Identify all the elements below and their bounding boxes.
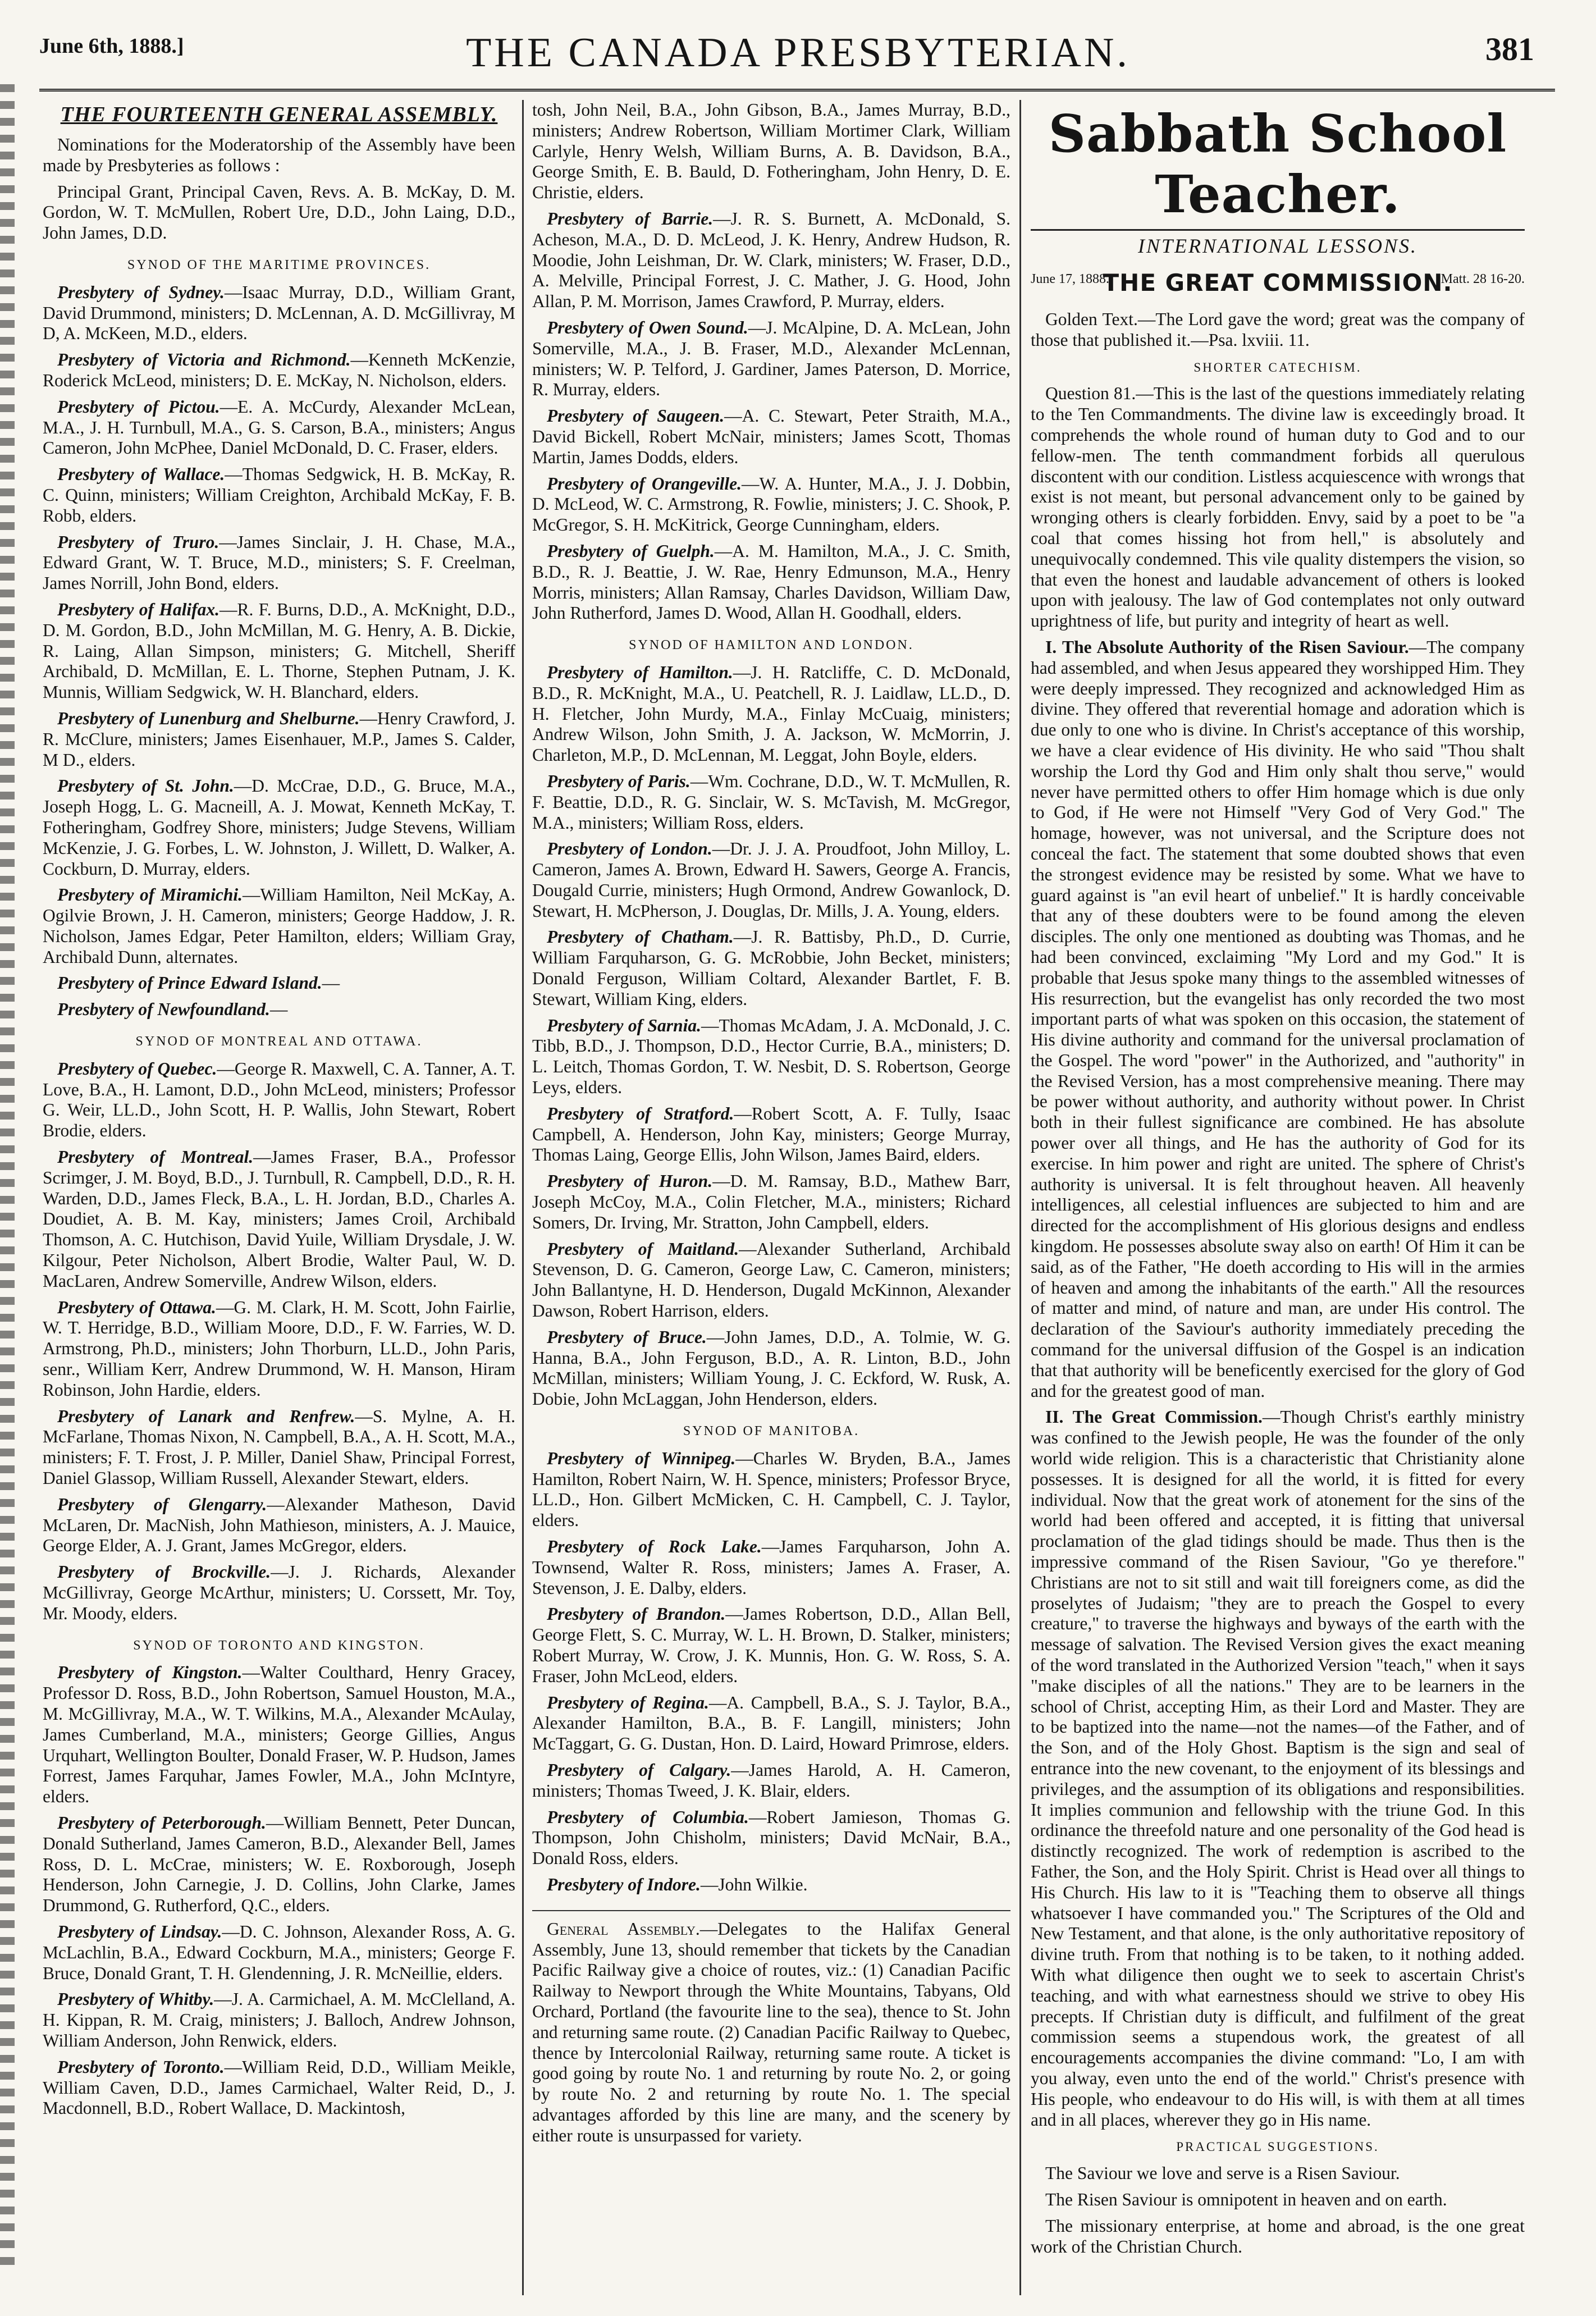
point-two-heading: II. The Great Commission. <box>1045 1407 1263 1427</box>
synod-heading: SYNOD OF TORONTO AND KINGSTON. <box>133 1638 425 1653</box>
point-one <box>1031 637 1525 1401</box>
lesson-reference: Matt. 28 16-20. <box>1440 272 1525 286</box>
presbytery-name: Presbytery of Stratford. <box>547 1103 734 1123</box>
delegate-list: —Henry Crawford, J. R. McClure, ministers; James Eisenhauer, M.P., James S. Calder, M D., elders. <box>43 708 515 770</box>
presbytery-entry <box>532 1807 1010 1869</box>
delegate-list: —D. C. Johnson, Alexander Ross, A. G. McLachlin, B.A., Edward Cockburn, M.A., ministers; George F. Bruce, Donald Grant, T. H. Glendenning, J. R. McNeillie, elders. <box>43 1921 515 1983</box>
presbytery-name: Presbytery of Kingston. <box>57 1662 243 1683</box>
presbytery-entry <box>532 927 1010 1009</box>
presbytery-name: Presbytery of Truro. <box>57 532 219 552</box>
practical-item: The missionary enterprise, at home and abroad, is the one great work of the Christian Church. <box>1031 2215 1525 2256</box>
presbytery-name: Presbytery of Bruce. <box>547 1327 707 1347</box>
presbytery-entry <box>532 541 1010 624</box>
presbytery-name: Presbytery of Newfoundland. <box>57 999 270 1020</box>
presbytery-entry <box>532 1239 1010 1322</box>
presbytery-name: Presbytery of Winnipeg. <box>547 1448 736 1468</box>
presbytery-entry <box>43 350 515 391</box>
delegate-list: —William Hamilton, Neil McKay, A. Ogilvie Brown, J. H. Cameron, ministers; George Haddow, J. R. Nicholson, James Edgar, Peter Hamilton, elders; William Gray, Archibald Dunn, alternates. <box>43 885 515 967</box>
presbytery-name: Presbytery of Pictou. <box>57 396 220 417</box>
presbytery-entry <box>43 1989 515 2051</box>
lessons-subtitle: INTERNATIONAL LESSONS. <box>1137 235 1418 257</box>
delegate-list: —Robert Jamieson, Thomas G. Thompson, John Chisholm, ministers; David McNair, B.A., Donald Ross, elders. <box>532 1807 1010 1869</box>
notice-lead: General Assembly. <box>547 1918 700 1939</box>
synod-heading: SYNOD OF THE MARITIME PROVINCES. <box>127 257 431 272</box>
page-number: 381 <box>1485 31 1534 67</box>
presbytery-name: Presbytery of Rock Lake. <box>547 1537 762 1556</box>
point-two <box>1031 1407 1525 2130</box>
notice-rule <box>532 1910 1010 1911</box>
synod-heading: SYNOD OF HAMILTON AND LONDON. <box>629 638 914 653</box>
golden-text: Golden Text.—The Lord gave the word; great was the company of those that published it.—Psa. lxviii. 11. <box>1031 309 1525 350</box>
presbytery-name: Presbytery of Sydney. <box>57 282 225 302</box>
catechism-text: Question 81.—This is the last of the questions immediately relating to the Ten Commandments. The divine law is exceedingly broad. It comprehends the whole round of human duty to God and to our fellow-men. The tenth commandment forbids all querulous discontent with our condition. Listless acquiescence with wrongs that exist is not meant, but personal advancement only to be gained by wronging others is clearly forbidden. Envy, said by a poet to be "a coal that comes hissing hot from hell," is absolutely and unequivocally condemned. This vile quality distempers the vision, so that even the honest and laudable advancement of others is looked upon with jealousy. The law of God contemplates not only outward uprightness of life, but purity and integrity of heart as well. <box>1031 383 1525 631</box>
delegate-list: —John Wilkie. <box>700 1874 808 1894</box>
delegate-list: —William Reid, D.D., William Meikle, William Caven, D.D., James Carmichael, Walter Reid, D., J. Macdonnell, B.D., Robert Wallace, D. Mackintosh, <box>43 2057 515 2118</box>
sabbath-school-masthead: Sabbath School Teacher. <box>1048 103 1507 225</box>
presbytery-list <box>43 1662 515 2119</box>
delegate-list: —A. C. Stewart, Peter Straith, M.A., David Bickell, Robert McNair, ministers; James Scott, Thomas Martin, James Dodds, elders. <box>532 406 1010 467</box>
presbytery-entry <box>43 1813 515 1916</box>
delegate-list: —Thomas McAdam, J. A. McDonald, J. C. Tibb, B.D., J. Thompson, D.D., Hector Currie, B.A., ministers; D. L. Leitch, Thomas Gordon, T. W. Nesbit, D. S. Robertson, George Leys, elders. <box>532 1015 1010 1098</box>
presbytery-name: Presbytery of Columbia. <box>547 1807 749 1827</box>
notice-text: —Delegates to the Halifax General Assembly, June 13, should remember that tickets by the Canadian Pacific Railway give a choice of routes, viz.: (1) Canadian Pacific Railway to Newport through the White Mountains, Tabyans, Old Orchard, Portland (the favourite line to the sea), thence to St. John and returning same route. (2) Canadian Pacific Railway to Quebec, thence by Intercolonial Railway, returning same route. A ticket is good going by route No. 1 and returning by route No. 2, or going by route No. 2 and returning by route No. 1. The special advantages afforded by this line are many, and the scenery by either route is unsurpassed for variety. <box>532 1918 1010 2145</box>
presbytery-name: Presbytery of Whitby. <box>57 1989 214 2009</box>
delegate-list: —A. Campbell, B.A., S. J. Taylor, B.A., Alexander Hamilton, B.A., B. F. Langill, ministers; John McTaggart, G. G. Dustan, Hon. D. Laird, Howard Primrose, elders. <box>532 1692 1010 1754</box>
presbytery-entry <box>532 1760 1010 1802</box>
practical-item: The Risen Saviour is omnipotent in heaven and on earth. <box>1045 2189 1447 2209</box>
delegate-list: —J. R. Battisby, Ph.D., D. Currie, William Farquharson, G. G. McRobbie, John Becket, ministers; Donald Ferguson, William Coltard, Alexander Bartlet, F. B. Stewart, William King, elders. <box>532 927 1010 1009</box>
presbytery-entry <box>43 1922 515 1984</box>
presbytery-name: Presbytery of Toronto. <box>57 2057 225 2077</box>
presbytery-name: Presbytery of Wallace. <box>57 464 225 485</box>
delegate-list: —J. J. Richards, Alexander McGillivray, George McArthur, ministers; U. Corssett, Mr. Toy, Mr. Moody, elders. <box>43 1562 515 1623</box>
assembly-intro: Nominations for the Moderatorship of the Assembly have been made by Presbyteries as follows : <box>43 135 515 175</box>
presbytery-entry <box>43 1495 515 1556</box>
presbytery-entry <box>532 1016 1010 1098</box>
presbytery-name: Presbytery of Lunenburg and Shelburne. <box>57 708 360 728</box>
delegate-list: —Alexander Sutherland, Archibald Stevenson, D. G. Cameron, George Law, C. Cameron, ministers; John Ballantyne, H. D. Henderson, Dugald McKinnon, Alexander Dawson, Robert Harrison, elders. <box>532 1239 1010 1321</box>
delegate-list: —R. F. Burns, D.D., A. McKnight, D.D., D. M. Gordon, B.D., John McMillan, M. G. Henry, A. B. Dickie, R. Laing, Allan Simpson, ministers; G. Mitchell, Sheriff Archibald, D. McMillan, E. L. Thorne, Stephen Putnam, J. K. Munnis, William Sedgwick, W. H. Blanchard, elders. <box>43 599 515 702</box>
delegate-list: —James Robertson, D.D., Allan Bell, George Flett, S. C. Murray, W. L. H. Brown, D. Stalker, ministers; Robert Murray, W. Crow, J. K. Munnis, Hon. G. W. Ross, S. A. Fraser, John McLeod, elders. <box>532 1604 1010 1686</box>
presbytery-entry <box>43 973 515 994</box>
presbytery-entry <box>43 885 515 967</box>
delegate-list: —D. McCrae, D.D., G. Bruce, M.A., Joseph Hogg, L. G. Macneill, A. J. Mowat, Kenneth McKay, T. Fotheringham, Godfrey Shore, ministers; Judge Stevens, William McKenzie, J. G. Forbes, L. W. Johnston, J. Willett, D. Walker, A. Cockburn, D. Murray, elders. <box>43 776 515 879</box>
presbytery-name: Presbytery of Lindsay. <box>57 1921 222 1942</box>
presbytery-name: Presbytery of Indore. <box>547 1874 701 1894</box>
presbytery-list <box>532 209 1010 624</box>
column-three <box>1031 100 1525 2301</box>
presbytery-name: Presbytery of Saugeen. <box>547 406 725 426</box>
lesson-title: THE GREAT COMMISSION. <box>1103 269 1453 296</box>
presbytery-entry <box>43 1662 515 1807</box>
presbytery-name: Presbytery of Miramichi. <box>57 885 243 905</box>
presbytery-entry <box>532 1693 1010 1755</box>
delegate-list: —A. M. Hamilton, M.A., J. C. Smith, B.D., R. J. Beattie, J. W. Rae, Henry Edmunson, M.A., Henry Morris, ministers; Allan Ramsay, Charles Davidson, William Daw, John Rutherford, James D. Wood, Allan H. Goodhall, elders. <box>532 541 1010 623</box>
presbytery-entry <box>532 1171 1010 1233</box>
presbytery-entry <box>43 397 515 459</box>
presbytery-name: Presbytery of Montreal. <box>57 1147 254 1167</box>
presbytery-name: Presbytery of Calgary. <box>547 1760 731 1780</box>
delegate-list: —Walter Coulthard, Henry Gracey, Professor D. Ross, B.D., John Robertson, Samuel Houston, M.A., M. McGillivray, M.A., W. T. Wilkins, M.A., Alexander McAulay, James Cumberland, M.A., ministers; George Gillies, Angus Urquhart, Wellington Boulter, Donald Fraser, W. P. Hudson, James Forrest, James Farquhar, James Fowler, M.A., John McIntyre, elders. <box>43 1662 515 1807</box>
presbytery-entry <box>43 532 515 594</box>
point-one-text: —The company had assembled, and when Jesus appeared they worshipped Him. They were deeply impressed. They recognized and acknowledged Him as divine. They offered that reverential homage and adoration which is due only to one who is divine. In Christ's acceptance of this worship, we have a clear evidence of His divinity. He who said "Thou shalt worship the Lord thy God and Him only shalt thou serve," would never have permitted others to offer Him homage which is due only to God, if He were not Himself "Very God of Very God." The homage, however, was not universal, and the Scripture does not conceal the fact. The statement that some doubted shows that even the strongest evidence may be resisted by some. What we have to guard against is "an evil heart of unbelief." It is hardly conceivable that any of these doubters were to be found among the eleven disciples. The only one mentioned as doubting was Thomas, and he had been convinced, exclaiming "My Lord and my God." It is probable that Jesus spoke many things to the assembled witnesses of His resurrection, but the evangelist has only recorded the two most important parts of what was spoken on this occasion, the statement of His divine authority and command for the universal proclamation of the Gospel. The word "power" in the Authorized, and "authority" in the Revised Version, has a most comprehensive meaning. There may be power without authority, and authority without power. In Christ both in their fullest significance are combined. He has absolute power over all things, and He has the authority of God for its exercise. In him power and right are united. The sphere of Christ's authority is universal. It is felt throughout heaven. All heavenly intelligences, all celestial influences are subjected to him and are directed for the accomplishment of His glorious designs and endless kingdom. He possesses absolute sway also on earth! Of Him it can be said, as of the Father, "He doeth according to His will in the armies of heaven and among the inhabitants of the earth." All the resources of matter and mind, of nature and man, are under His control. The declaration of the Saviour's authority immediately preceding the command for the universal diffusion of the Gospel is an indication that that authority will be beneficently exercised for the glory of God and for the greatest good of man. <box>1031 637 1525 1401</box>
delegate-list: —J. R. S. Burnett, A. McDonald, S. Acheson, M.A., D. D. McLeod, J. K. Henry, Andrew Hudson, R. Moodie, John Leishman, Dr. W. Clark, ministers; W. Fraser, D.D., A. Melville, Principal Forrest, J. C. Mather, J. G. Hood, John Allan, P. M. Morrison, James Crawford, P. Murray, elders. <box>532 208 1010 312</box>
presbytery-entry <box>532 1537 1010 1598</box>
delegate-list: — <box>269 999 288 1020</box>
presbytery-list <box>532 1449 1010 1895</box>
delegate-list: —James Farquharson, John A. Townsend, Walter R. Ross, ministers; James A. Fraser, A. Stevenson, J. E. Dalby, elders. <box>532 1537 1010 1598</box>
point-one-heading: I. The Absolute Authority of the Risen Saviour. <box>1045 637 1409 657</box>
delegate-list: —E. A. McCurdy, Alexander McLean, M.A., J. H. Turnbull, M.A., G. S. Carson, B.A., ministers; Angus Cameron, John McPhee, Daniel McDonald, D. C. Fraser, elders. <box>43 396 515 458</box>
header-rule <box>39 89 1555 92</box>
delegate-list: —Isaac Murray, D.D., William Grant, David Drummond, ministers; D. McLennan, A. D. McGillivray, M D, A. McKeen, M.D., elders. <box>43 282 515 344</box>
presbytery-name: Presbytery of Prince Edward Island. <box>57 973 322 993</box>
delegate-list: —James Fraser, B.A., Professor Scrimger, J. M. Boyd, B.D., J. Turnbull, R. Campbell, D.D., R. H. Warden, D.D., James Fleck, B.A., L. H. Jordan, B.D., Charles A. Doudiet, A. B. M. Kay, ministers; James Croil, Archibald Thomson, A. C. Hutchison, David Yuile, William Drysdale, J. W. Kilgour, Peter Nicholson, Albert Brodie, Walter Paul, W. D. MacLaren, Andrew Somerville, Andrew Wilson, elders. <box>43 1147 515 1291</box>
presbytery-name: Presbytery of Halifax. <box>57 599 220 619</box>
delegate-list: —Charles W. Bryden, B.A., James Hamilton, Robert Nairn, W. H. Spence, ministers; Professor Bryce, LL.D., Hon. Gilbert McMicken, C. H. Campbell, C. J. Taylor, elders. <box>532 1448 1010 1531</box>
practical-item: The Saviour we love and serve is a Risen Saviour. <box>1045 2163 1400 2183</box>
presbytery-name: Presbytery of Owen Sound. <box>547 317 748 337</box>
delegate-list: —Robert Scott, A. F. Tully, Isaac Campbell, A. Henderson, John Kay, ministers; George Murray, Thomas Laing, George Ellis, John Wilson, James Baird, elders. <box>532 1103 1010 1165</box>
presbytery-entry <box>532 209 1010 312</box>
presbytery-entry <box>532 1104 1010 1166</box>
delegate-list: —D. M. Ramsay, B.D., Mathew Barr, Joseph McCoy, M.A., Colin Fletcher, M.A., ministers; Richard Somers, Dr. Irving, Mr. Stratton, John Campbell, elders. <box>532 1171 1010 1232</box>
general-assembly-notice <box>532 1919 1010 2146</box>
presbytery-entry <box>43 2057 515 2119</box>
presbytery-entry <box>532 318 1010 400</box>
presbytery-entry <box>43 1406 515 1489</box>
presbytery-name: Presbytery of Brandon. <box>547 1604 726 1624</box>
presbytery-name: Presbytery of Paris. <box>547 771 690 791</box>
issue-date: June 6th, 1888.] <box>39 34 184 58</box>
delegate-list: —W. A. Hunter, M.A., J. J. Dobbin, D. McLeod, W. C. Armstrong, R. Fowlie, ministers; J. C. Shook, P. McGregor, S. H. McKitrick, George Cunningham, elders. <box>532 473 1010 535</box>
presbytery-name: Presbytery of St. John. <box>57 776 234 796</box>
presbytery-entry <box>532 771 1010 833</box>
column-divider <box>522 100 524 2295</box>
delegate-list: —Thomas Sedgwick, H. B. McKay, R. C. Quinn, ministers; William Creighton, Archibald McKay, F. B. Robb, elders. <box>43 464 515 526</box>
presbytery-name: Presbytery of Sarnia. <box>547 1015 701 1035</box>
newspaper-title: THE CANADA PRESBYTERIAN. <box>466 30 1130 76</box>
presbytery-list <box>43 1059 515 1624</box>
binding-edge <box>0 84 15 2274</box>
point-two-text: —Though Christ's earthly ministry was confined to the Jewish people, He was the founder of the only world wide religion. This is a characteristic that Christianity alone possesses. It is designed for all the world, it is fitted for every individual. Now that the great work of atonement for the sins of the world had been offered and accepted, it is fitting that universal proclamation of the glad tidings should be made. Thus then is the impressive command of the Risen Saviour, "Go ye therefore." Christians are not to sit still and wait till foreigners come, as did the proselytes of Judaism; "they are to preach the Gospel to every creature," to traverse the highways and byways of the earth with the message of salvation. The Revised Version gives the exact meaning of the word translated in the Authorized Version "teach," when it says "make disciples of all the nations." They are to be learners in the school of Christ, accepting Him, as their Lord and Master. They are to be baptized into the name—not the names—of the Father, and of the Son, and of the Holy Ghost. Baptism is the sign and seal of entrance into the new covenant, to the enjoyment of its blessings and privileges, and the assumption of its obligations and responsibilities. It implies communion and fellowship with the triune God. In this ordinance the threefold nature and one personality of the God head is distinctly recognized. The work of redemption is ascribed to the Father, the Son, and the Holy Spirit. Christ is Head over all things to His Church. His law to it is "Teaching them to observe all things whatsoever I have commanded you." The Scriptures of the Old and New Testament, and that alone, is the only authoritative repository of divine truth. From that nothing is to be taken, to it nothing added. With what diligence then ought we to seek to ascertain Christ's teaching, and with what earnestness should we strive to obey His precepts. If Christian duty is difficult, and fulfilment of the great commission seems a stupendous work, the greatest of all encouragements accompanies the divine command: "Lo, I am with you alway, even unto the end of the world." Christ's presence with His people, who endeavour to do His will, is with them at all times and in all places, wherever they go in His name. <box>1031 1407 1525 2130</box>
delegate-list: — <box>322 973 340 993</box>
delegate-list: —Kenneth McKenzie, Roderick McLeod, ministers; D. E. McKay, N. Nicholson, elders. <box>43 350 515 390</box>
presbytery-entry <box>43 1298 515 1401</box>
presbytery-name: Presbytery of Huron. <box>547 1171 713 1191</box>
presbytery-name: Presbytery of Brockville. <box>57 1562 271 1582</box>
continued-paragraph: tosh, John Neil, B.A., John Gibson, B.A., James Murray, B.D., ministers; Andrew Robertson, William Mortimer Clark, William Carlyle, Henry Welsh, William Burns, A. B. Davidson, B.A., George Smith, E. B. Bauld, D. Fotheringham, John Henry, D. E. Christie, elders. <box>532 100 1010 203</box>
delegate-list: —S. Mylne, A. H. McFarlane, Thomas Nixon, N. Campbell, B.A., A. H. Scott, M.A., ministers; F. T. Frost, J. P. Miller, Daniel Shaw, Principal Forrest, Daniel Glassop, William Russell, Alexander Stewart, elders. <box>43 1406 515 1488</box>
delegate-list: —G. M. Clark, H. M. Scott, John Fairlie, W. T. Herridge, B.D., William Moore, D.D., F. W. Farries, W. D. Armstrong, Ph.D., ministers; John Thorburn, LL.D., John Paris, senr., William Kerr, Andrew Drummond, W. H. Manson, Hiram Robinson, John Hardie, elders. <box>43 1297 515 1400</box>
presbytery-entry <box>43 1147 515 1292</box>
presbytery-name: Presbytery of Chatham. <box>547 927 734 947</box>
presbytery-entry <box>532 1449 1010 1531</box>
moderator-nominees: Principal Grant, Principal Caven, Revs. A. B. McKay, D. M. Gordon, W. T. McMullen, Robert Ure, D.D., John Laing, D.D., John James, D.D. <box>43 181 515 243</box>
delegate-list: —George R. Maxwell, C. A. Tanner, A. T. Love, B.A., H. Lamont, D.D., John McLeod, ministers; Professor G. Weir, LL.D., John Scott, H. P. Wallis, John Stewart, Robert Brodie, elders. <box>43 1058 515 1141</box>
delegate-list: —John James, D.D., A. Tolmie, W. G. Hanna, B.A., John Ferguson, B.D., A. R. Linton, B.D., John McMillan, ministers; William Young, J. C. Eckford, W. Rusk, A. Dobie, John McLaggan, John Henderson, elders. <box>532 1327 1010 1409</box>
presbytery-entry <box>43 1562 515 1624</box>
presbytery-entry <box>43 282 515 344</box>
presbytery-name: Presbytery of Guelph. <box>547 541 715 561</box>
presbytery-entry <box>43 999 515 1020</box>
presbytery-entry <box>43 709 515 770</box>
lesson-date: June 17, 1888. <box>1031 272 1109 286</box>
masthead-rule <box>1031 229 1525 231</box>
presbytery-name: Presbytery of Orangeville. <box>547 473 742 494</box>
presbytery-name: Presbytery of Hamilton. <box>547 662 733 682</box>
presbytery-name: Presbytery of Glengarry. <box>57 1494 267 1514</box>
presbytery-entry <box>43 464 515 526</box>
presbytery-entry <box>43 776 515 879</box>
presbytery-name: Presbytery of Ottawa. <box>57 1297 216 1317</box>
presbytery-list <box>43 282 515 1020</box>
presbytery-name: Presbytery of Maitland. <box>547 1239 739 1259</box>
presbytery-entry <box>532 1604 1010 1687</box>
presbytery-name: Presbytery of Regina. <box>547 1692 709 1712</box>
catechism-heading: SHORTER CATECHISM. <box>1193 360 1362 374</box>
presbytery-name: Presbytery of Peterborough. <box>57 1812 266 1833</box>
practical-heading: PRACTICAL SUGGESTIONS. <box>1176 2140 1379 2154</box>
delegate-list: —Wm. Cochrane, D.D., W. T. McMullen, R. F. Beattie, D.D., R. G. Sinclair, W. S. McTavish, M. McGregor, M.A., ministers; William Ross, elders. <box>532 771 1010 833</box>
presbytery-name: Presbytery of Quebec. <box>57 1058 217 1079</box>
presbytery-entry <box>532 406 1010 468</box>
delegate-list: —J. A. Carmichael, A. M. McClelland, A. H. Kippan, R. M. Craig, ministers; J. Balloch, Andrew Johnson, William Anderson, John Renwick, elders. <box>43 1989 515 2050</box>
assembly-heading: THE FOURTEENTH GENERAL ASSEMBLY. <box>60 103 498 126</box>
presbytery-entry <box>532 1875 1010 1895</box>
presbytery-entry <box>43 600 515 703</box>
presbytery-name: Presbytery of Lanark and Renfrew. <box>57 1406 355 1426</box>
delegate-list: —James Harold, A. H. Cameron, ministers; Thomas Tweed, J. K. Blair, elders. <box>532 1760 1010 1801</box>
column-two <box>532 100 1010 2301</box>
delegate-list: —Dr. J. J. A. Proudfoot, John Milloy, L. Cameron, James A. Brown, Edward H. Sawers, George A. Francis, Dougald Currie, ministers; Hugh Ormond, Andrew Gowanlock, D. Stewart, H. McPherson, J. Douglas, Dr. Mills, J. A. Young, elders. <box>532 839 1010 921</box>
presbytery-entry <box>532 1327 1010 1410</box>
presbytery-list <box>532 663 1010 1410</box>
delegate-list: —Alexander Matheson, David McLaren, Dr. MacNish, John Mathieson, ministers, A. J. Mauice, George Elder, A. J. Grant, James McGregor, elders. <box>43 1494 515 1556</box>
presbytery-name: Presbytery of Victoria and Richmond. <box>57 350 351 370</box>
delegate-list: —William Bennett, Peter Duncan, Donald Sutherland, James Cameron, B.D., Alexander Bell, James Ross, D. L. McCrae, ministers; W. E. Roxborough, Joseph Henderson, John Carnegie, J. D. Collins, John Clarke, James Drummond, G. Rutherford, Q.C., elders. <box>43 1812 515 1916</box>
presbytery-name: Presbytery of London. <box>547 839 712 859</box>
column-one <box>43 100 515 2301</box>
presbytery-entry <box>532 474 1010 536</box>
presbytery-name: Presbytery of Barrie. <box>547 208 714 229</box>
presbytery-entry <box>532 839 1010 921</box>
synod-heading: SYNOD OF MONTREAL AND OTTAWA. <box>135 1034 423 1049</box>
delegate-list: —James Sinclair, J. H. Chase, M.A., Edward Grant, W. T. Bruce, M.D., ministers; S. F. Creelman, James Norrill, John Bond, elders. <box>43 532 515 593</box>
presbytery-entry <box>532 663 1010 766</box>
presbytery-entry <box>43 1059 515 1141</box>
column-divider <box>1019 100 1021 2295</box>
delegate-list: —J. McAlpine, D. A. McLean, John Somerville, M.A., J. B. Fraser, M.D., Alexander McLennan, ministers; W. P. Telford, J. Gardiner, James Paterson, D. Morrice, R. Murray, elders. <box>532 317 1010 400</box>
synod-heading: SYNOD OF MANITOBA. <box>683 1424 860 1439</box>
delegate-list: —J. H. Ratcliffe, C. D. McDonald, B.D., R. McKnight, M.A., U. Peatchell, R. J. Laidlaw, LL.D., D. H. Fletcher, John Murdy, M.A., Finlay McCuaig, ministers; Andrew Wilson, John Smith, J. A. Jackson, W. McMorrin, J. Charleton, M.P., D. McLennan, M. Leggat, John Boyle, elders. <box>532 662 1010 765</box>
lesson-header <box>1031 264 1525 304</box>
